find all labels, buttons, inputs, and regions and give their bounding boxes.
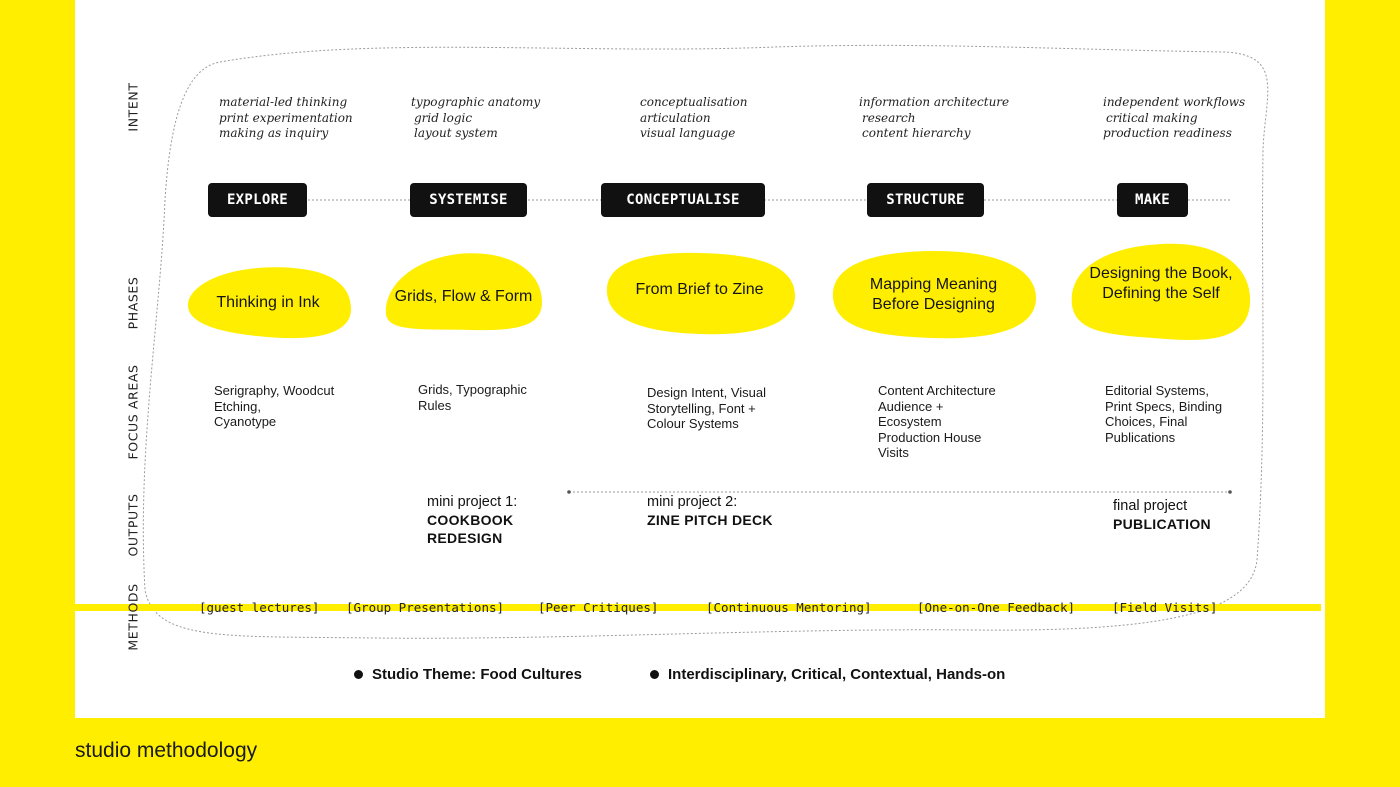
output-lead: mini project 1: xyxy=(427,494,518,510)
connector-dot xyxy=(1228,490,1232,494)
row-label-focus-areas: FOCUS AREAS xyxy=(125,364,141,460)
output-title: PUBLICATION xyxy=(1113,516,1211,532)
phase-blob-explore xyxy=(183,265,353,340)
focus-explore xyxy=(214,383,334,430)
focus-line: Print Specs, Binding xyxy=(1105,398,1223,414)
intent-line: content hierarchy xyxy=(862,126,971,140)
focus-line: Rules xyxy=(418,397,452,413)
focus-line: Choices, Final xyxy=(1105,414,1188,430)
method-group-presentations: [Group Presentations] xyxy=(346,600,505,615)
intent-systemise xyxy=(411,95,540,142)
intent-line: critical making xyxy=(1106,110,1198,125)
phase-title-conceptualise: From Brief to Zine xyxy=(635,281,764,298)
focus-line: Editorial Systems, xyxy=(1105,383,1210,398)
intent-line: grid logic xyxy=(414,110,473,125)
row-label-methods: METHODS xyxy=(125,583,141,651)
phase-blob-conceptualise xyxy=(603,252,796,336)
methodology-card xyxy=(75,0,1325,718)
intent-line: research xyxy=(862,110,916,125)
phase-title-explore: Thinking in Ink xyxy=(216,293,320,311)
focus-line: Content Architecture xyxy=(878,383,996,398)
intent-line: typographic anatomy xyxy=(411,95,541,109)
focus-systemise xyxy=(418,382,527,413)
footer-approach xyxy=(650,666,1005,683)
page-caption: studio methodology xyxy=(75,739,258,762)
focus-line: Storytelling, Font + xyxy=(647,400,756,416)
tag-structure: STRUCTURE xyxy=(867,183,984,217)
focus-line: Grids, Typographic xyxy=(418,382,527,397)
output-lead: mini project 2: xyxy=(647,494,738,510)
focus-line: Colour Systems xyxy=(647,416,739,432)
focus-line: Serigraphy, Woodcut xyxy=(214,383,335,398)
focus-line: Publications xyxy=(1105,429,1176,445)
focus-line: Cyanotype xyxy=(214,414,277,430)
tag-make: MAKE xyxy=(1117,183,1188,217)
method-field-visits: [Field Visits] xyxy=(1112,600,1218,615)
intent-line: independent workflows xyxy=(1103,95,1246,109)
output-title: REDESIGN xyxy=(427,530,503,546)
intent-line: layout system xyxy=(414,126,498,140)
bullet-icon xyxy=(650,670,659,679)
intent-line: print experimentation xyxy=(219,110,353,125)
focus-line: Etching, xyxy=(214,398,261,414)
method-one-on-one-feedback: [One-on-One Feedback] xyxy=(917,600,1076,615)
intent-line: visual language xyxy=(640,126,736,140)
connector-dot xyxy=(567,490,571,494)
phase-title-systemise: Grids, Flow & Form xyxy=(394,288,533,305)
intent-line: conceptualisation xyxy=(640,95,748,109)
approach-text: Interdisciplinary, Critical, Contextual, Hands-on xyxy=(668,666,1006,683)
output-title: COOKBOOK xyxy=(427,512,514,528)
row-label-phases: PHASES xyxy=(125,276,141,330)
intent-line: material-led thinking xyxy=(219,95,348,109)
output-mini-project-2 xyxy=(647,493,773,529)
intent-line: information architecture xyxy=(859,95,1010,109)
focus-line: Production House xyxy=(878,429,982,445)
focus-structure xyxy=(878,383,996,461)
method-peer-critiques: [Peer Critiques] xyxy=(538,600,659,615)
focus-conceptualise xyxy=(647,385,766,432)
row-label-outputs: OUTPUTS xyxy=(125,493,141,557)
intent-line: production readiness xyxy=(1103,126,1232,140)
bullet-icon xyxy=(354,670,363,679)
intent-conceptualise xyxy=(640,95,747,142)
focus-line: Ecosystem xyxy=(878,414,942,430)
phase-title-structure: Mapping Meaning Before Designing xyxy=(869,276,998,313)
footer-studio-theme xyxy=(354,666,582,683)
focus-line: Visits xyxy=(878,445,909,461)
phase-blob-systemise xyxy=(382,252,545,332)
output-final-project xyxy=(1113,497,1211,533)
focus-line: Design Intent, Visual xyxy=(647,385,766,400)
method-continuous-mentoring: [Continuous Mentoring] xyxy=(706,600,872,615)
method-guest-lectures: [guest lectures] xyxy=(199,600,320,615)
intent-explore xyxy=(219,95,353,142)
focus-make xyxy=(1105,383,1222,445)
tag-explore: EXPLORE xyxy=(208,183,307,217)
studio-theme-text: Studio Theme: Food Cultures xyxy=(372,666,582,683)
intent-line: making as inquiry xyxy=(219,126,329,140)
phase-blob-structure xyxy=(830,250,1037,340)
tag-systemise: SYSTEMISE xyxy=(410,183,527,217)
intent-make xyxy=(1103,95,1245,142)
row-label-intent: INTENT xyxy=(125,82,141,132)
output-mini-project-1 xyxy=(427,493,517,547)
intent-structure xyxy=(859,95,1009,142)
tag-conceptualise: CONCEPTUALISE xyxy=(601,183,765,217)
focus-line: Audience + xyxy=(878,398,944,414)
phase-blob-make xyxy=(1070,243,1252,343)
output-lead: final project xyxy=(1113,498,1188,514)
phase-title-make: Designing the Book, Defining the Self xyxy=(1089,265,1233,302)
intent-line: articulation xyxy=(640,110,711,125)
output-title: ZINE PITCH DECK xyxy=(647,512,773,528)
